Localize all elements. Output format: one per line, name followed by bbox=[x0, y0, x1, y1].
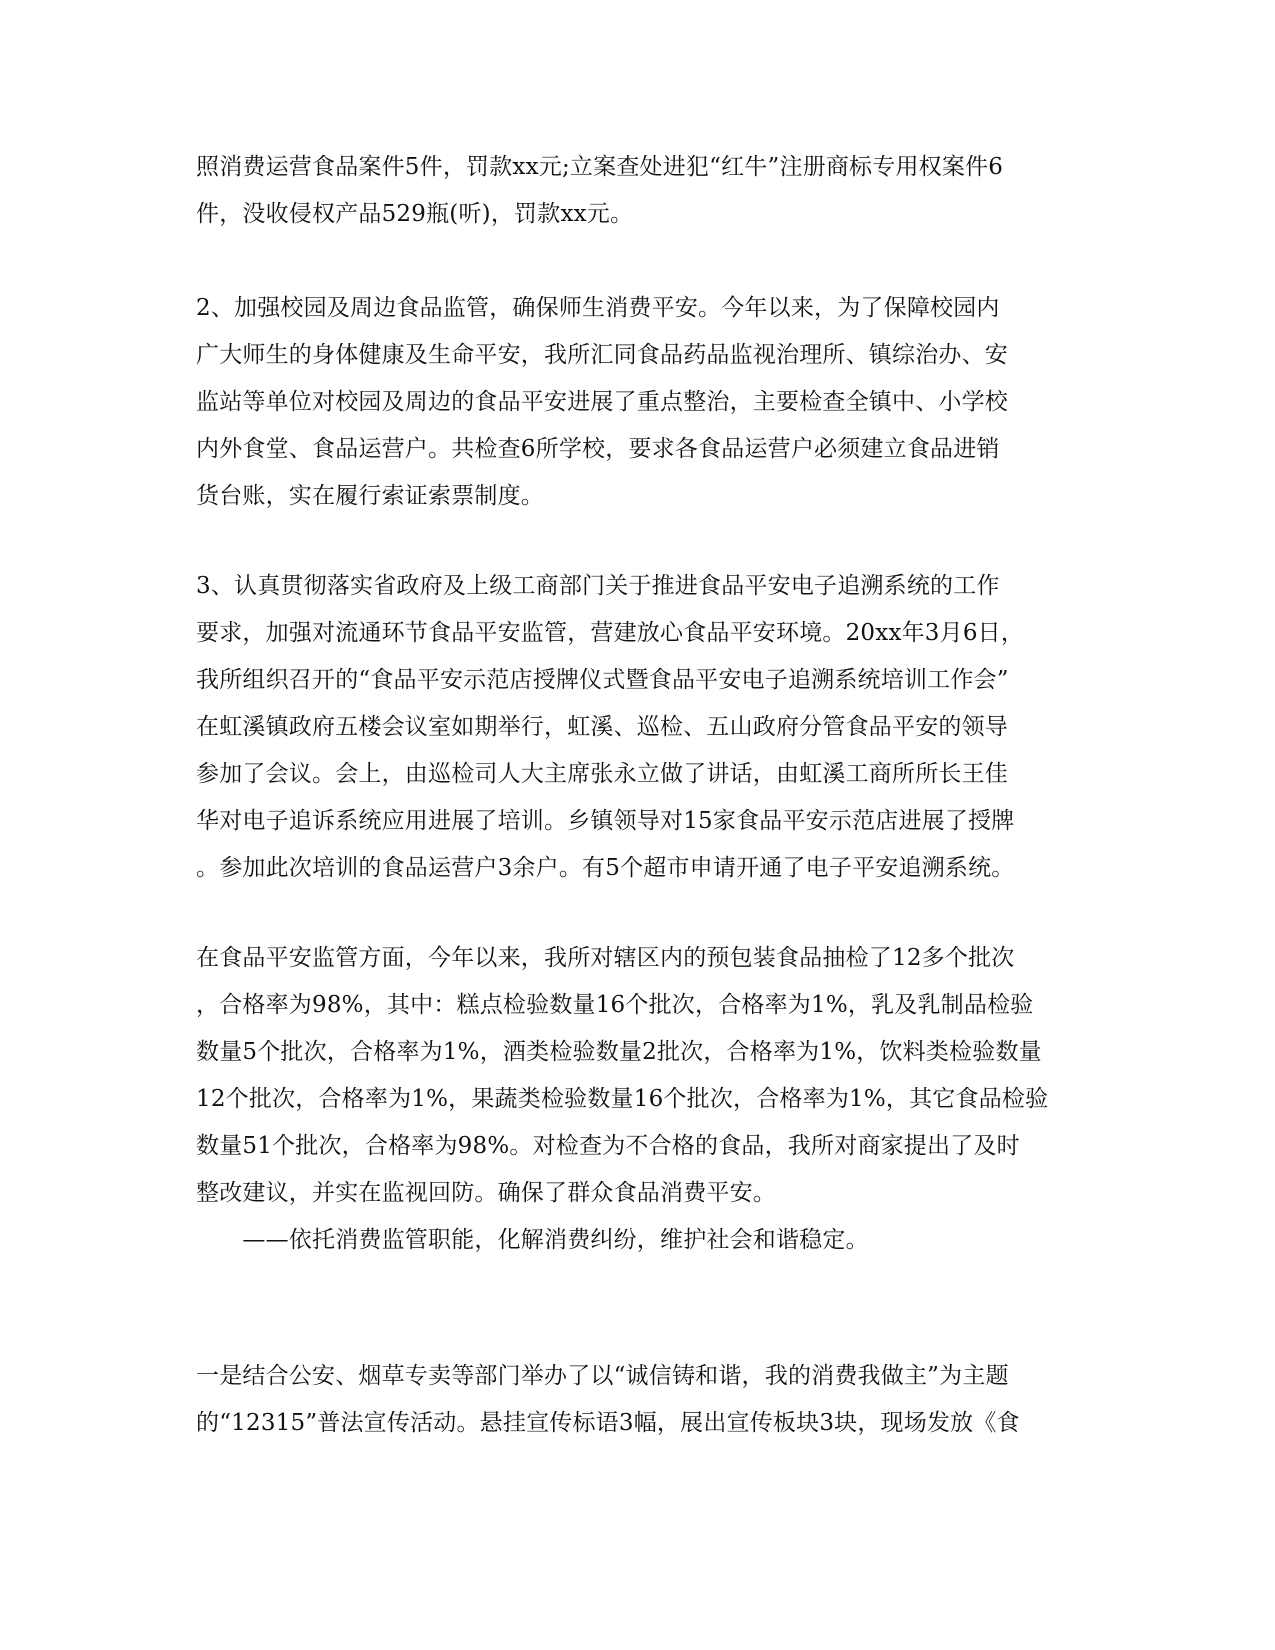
paragraph-line: 一是结合公安、烟草专卖等部门举办了以“诚信铸和谐，我的消费我做主”为主题 bbox=[196, 1363, 1009, 1389]
paragraph-line: 参加了会议。会上，由巡检司人大主席张永立做了讲话，由虹溪工商所所长王佳 bbox=[196, 761, 1008, 787]
paragraph-line: ，合格率为98%，其中：糕点检验数量16个批次，合格率为1%，乳及乳制品检验 bbox=[196, 992, 1034, 1018]
paragraph-line: 12个批次，合格率为1%，果蔬类检验数量16个批次，合格率为1%，其它食品检验 bbox=[196, 1086, 1049, 1112]
paragraph-line: 要求，加强对流通环节食品平安监管，营建放心食品平安环境。20xx年3月6日， bbox=[196, 620, 1025, 646]
paragraph-line: 监站等单位对校园及周边的食品平安进展了重点整治，主要检查全镇中、小学校 bbox=[196, 389, 1008, 415]
paragraph-line: 照消费运营食品案件5件，罚款xx元;立案查处进犯“红牛”注册商标专用权案件6 bbox=[196, 154, 1004, 180]
paragraph-line: 件，没收侵权产品529瓶(听)，罚款xx元。 bbox=[196, 201, 634, 227]
paragraph-line: 整改建议，并实在监视回防。确保了群众食品消费平安。 bbox=[196, 1180, 776, 1206]
paragraph-line: 2、加强校园及周边食品监管，确保师生消费平安。今年以来，为了保障校园内 bbox=[196, 295, 1000, 321]
paragraph-line: ——依托消费监管职能，化解消费纠纷，维护社会和谐稳定。 bbox=[196, 1227, 869, 1253]
paragraph-line: 数量51个批次，合格率为98%。对检查为不合格的食品，我所对商家提出了及时 bbox=[196, 1133, 1020, 1159]
paragraph-line: 数量5个批次，合格率为1%，酒类检验数量2批次，合格率为1%，饮料类检验数量 bbox=[196, 1039, 1042, 1065]
paragraph-line: 的“12315”普法宣传活动。悬挂宣传标语3幅，展出宣传板块3块，现场发放《食 bbox=[196, 1410, 1020, 1436]
paragraph-line: 。参加此次培训的食品运营户3余户。有5个超市申请开通了电子平安追溯系统。 bbox=[196, 855, 1015, 881]
paragraph-line: 广大师生的身体健康及生命平安，我所汇同食品药品监视治理所、镇综治办、安 bbox=[196, 342, 1008, 368]
paragraph-line: 在虹溪镇政府五楼会议室如期举行，虹溪、巡检、五山政府分管食品平安的领导 bbox=[196, 714, 1008, 740]
paragraph-line: 在食品平安监管方面，今年以来，我所对辖区内的预包装食品抽检了12多个批次 bbox=[196, 945, 1015, 971]
paragraph-line: 内外食堂、食品运营户。共检查6所学校，要求各食品运营户必须建立食品进销 bbox=[196, 436, 1000, 462]
paragraph-line: 货台账，实在履行索证索票制度。 bbox=[196, 483, 544, 509]
paragraph-line: 我所组织召开的“食品平安示范店授牌仪式暨食品平安电子追溯系统培训工作会” bbox=[196, 667, 1009, 693]
paragraph-line: 华对电子追诉系统应用进展了培训。乡镇领导对15家食品平安示范店进展了授牌 bbox=[196, 808, 1015, 834]
paragraph-line: 3、认真贯彻落实省政府及上级工商部门关于推进食品平安电子追溯系统的工作 bbox=[196, 573, 1000, 599]
